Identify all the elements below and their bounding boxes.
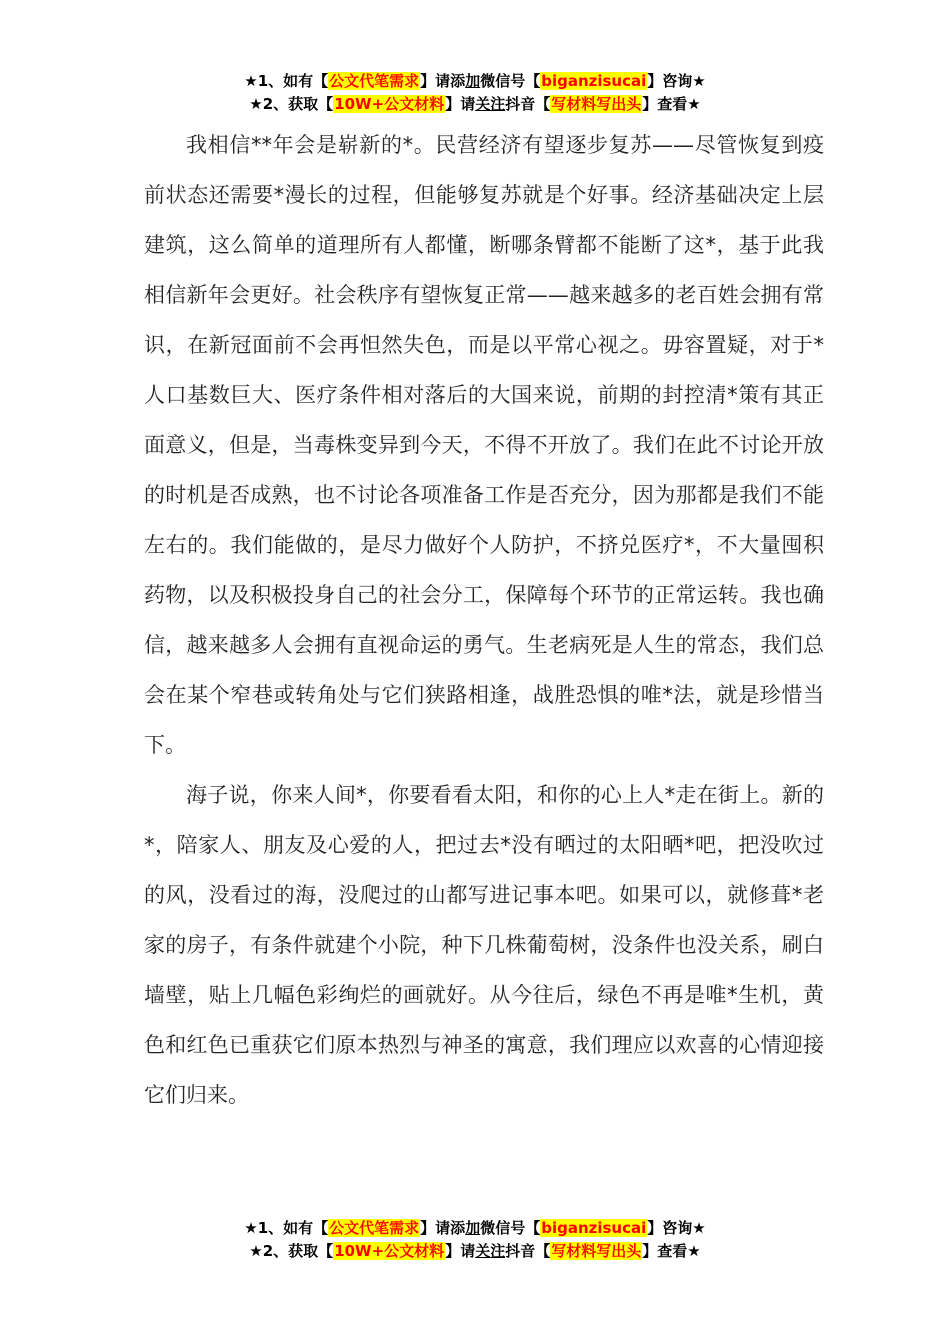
banner-text: 】咨询★ — [647, 1219, 706, 1237]
banner-highlight: 公文代笔需求 — [329, 72, 420, 90]
paragraph: 我相信**年会是崭新的*。民营经济有望逐步复苏——尽管恢复到疫前状态还需要*漫长的过程，但能够复苏就是个好事。经济基础决定上层建筑，这么简单的道理所有人都懂，断哪条臂都不能断了这*，基于此我相信新年会更好。社会秩序有望恢复正常——越来越多的老百姓会拥有常识，在新冠面前不会再怛然失色，而是以平常心视之。毋容置疑，对于*人口基数巨大、医疗条件相对落后的大国来说，前期的封控清*策有其正面意义，但是，当毒株变异到今天，不得不开放了。我们在此不讨论开放的时机是否成熟，也不讨论各项准备工作是否充分，因为那都是我们不能左右的。我们能做的，是尽力做好个人防护，不挤兑医疗*，不大量囤积药物，以及积极投身自己的社会分工，保障每个环节的正常运转。我也确信，越来越多人会拥有直视命运的勇气。生老病死是人生的常态，我们总会在某个窄巷或转角处与它们狭路相逢，战胜恐惧的唯*法，就是珍惜当下。 — [144, 133, 824, 757]
banner-text: 】请 — [445, 1242, 476, 1260]
banner-text: ★1、如有【 — [244, 1219, 329, 1237]
paragraph: 海子说，你来人间*，你要看看太阳，和你的心上人*走在街上。新的*，陪家人、朋友及心爱的人，把过去*没有晒过的太阳晒*吧，把没吹过的风，没看过的海，没爬过的山都写进记事本吧。如果可以，就修葺*老家的房子，有条件就建个小院，种下几株葡萄树，没条件也没关系，刷白墙壁，贴上几幅色彩绚烂的画就好。从今往后，绿色不再是唯*生机，黄色和红色已重获它们原本热烈与神圣的寓意，我们理应以欢喜的心情迎接它们归来。 — [144, 783, 824, 1107]
banner-text: 抖音【 — [505, 95, 551, 113]
banner-highlight: biganzisucai — [541, 72, 647, 90]
banner-text: 抖音【 — [505, 1242, 551, 1260]
banner-text: 】请 — [445, 95, 476, 113]
banner-text: ★2、获取【 — [249, 1242, 334, 1260]
banner-text: 】请添 — [420, 1219, 466, 1237]
banner-emphasis: 加 — [465, 1219, 481, 1237]
banner-text: 】查看★ — [642, 95, 701, 113]
banner-highlight: biganzisucai — [541, 1219, 647, 1237]
banner-line-2 — [0, 1240, 950, 1263]
banner-line-1 — [0, 1217, 950, 1240]
banner-emphasis: 加 — [465, 72, 481, 90]
banner-text: 】咨询★ — [647, 72, 706, 90]
banner-text: 】查看★ — [642, 1242, 701, 1260]
banner-text: ★2、获取【 — [249, 95, 334, 113]
banner-text: 微信号【 — [480, 72, 541, 90]
banner-highlight: 写材料写出头 — [551, 1242, 642, 1260]
banner-line-1 — [0, 70, 950, 93]
banner-emphasis: 关注 — [475, 1242, 506, 1260]
banner-text: ★1、如有【 — [244, 72, 329, 90]
banner-line-2 — [0, 93, 950, 116]
banner-highlight: 10W+公文材料 — [334, 95, 445, 113]
banner-emphasis: 关注 — [475, 95, 506, 113]
footer-banner — [0, 1217, 950, 1263]
banner-highlight: 10W+公文材料 — [334, 1242, 445, 1260]
banner-highlight: 公文代笔需求 — [329, 1219, 420, 1237]
document-body — [144, 120, 824, 1120]
banner-highlight: 写材料写出头 — [551, 95, 642, 113]
header-banner — [0, 70, 950, 116]
banner-text: 微信号【 — [480, 1219, 541, 1237]
banner-text: 】请添 — [420, 72, 466, 90]
